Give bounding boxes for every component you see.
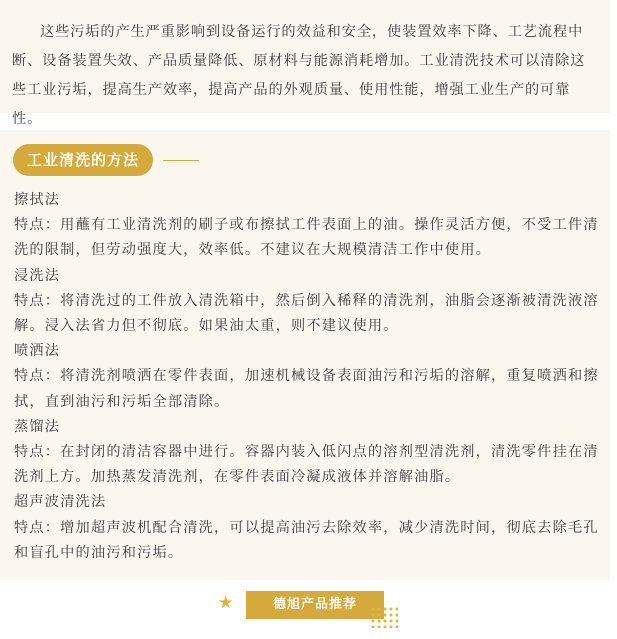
method-description: 特点：用蘸有工业清洗剂的刷子或布擦拭工件表面上的油。操作灵活方便，不受工件清洗的限制，但劳动强度大，效率低。不建议在大规模清洁工作中使用。 (14, 217, 599, 259)
method-title: 超声波清洗法 (14, 494, 107, 511)
method-description: 特点：将清洗剂喷洒在零件表面，加速机械设备表面油污和污垢的溶解，重复喷洒和擦拭，直到油污和污垢全部清除。 (14, 368, 599, 410)
methods-panel (0, 130, 610, 580)
methods-list (14, 188, 600, 566)
method-title: 擦拭法 (14, 192, 61, 208)
product-recommend-button[interactable]: 德旭产品推荐 (246, 591, 384, 619)
intro-panel (0, 0, 610, 127)
section-title-pill: 工业清洗的方法 (13, 144, 153, 176)
section-title-line (163, 160, 199, 161)
method-title: 浸洗法 (14, 267, 61, 284)
method-description: 特点：在封闭的清洁容器中进行。容器内装入低闪点的溶剂型清洗剂，清洗零件挂在清洗剂上方。加热蒸发清洗剂，在零件表面冷凝成液体并溶解油脂。 (14, 444, 599, 486)
method-title: 喷洒法 (14, 343, 61, 360)
method-description: 特点：增加超声波机配合清洗，可以提高油污去除效率，减少清洗时间，彻底去除毛孔和盲孔中的油污和污垢。 (14, 519, 599, 561)
footer (0, 588, 617, 639)
star-icon: ★ (218, 593, 234, 613)
dot-grid-decoration (370, 606, 398, 628)
intro-paragraph: 这些污垢的产生严重影响到设备运行的效益和安全，使装置效率下降、工艺流程中断、设备装置失效、产品质量降低、原材料与能源消耗增加。工业清洗技术可以清除这些工业污垢，提高生产效率，提高产品的外观质量、使用性能，增强工业生产的可靠性。 (12, 24, 586, 127)
method-title: 蒸馏法 (14, 418, 61, 435)
method-description: 特点：将清洗过的工件放入清洗箱中，然后倒入稀释的清洗剂，油脂会逐渐被清洗液溶解。浸入法省力但不彻底。如果油太重，则不建议使用。 (14, 292, 599, 335)
